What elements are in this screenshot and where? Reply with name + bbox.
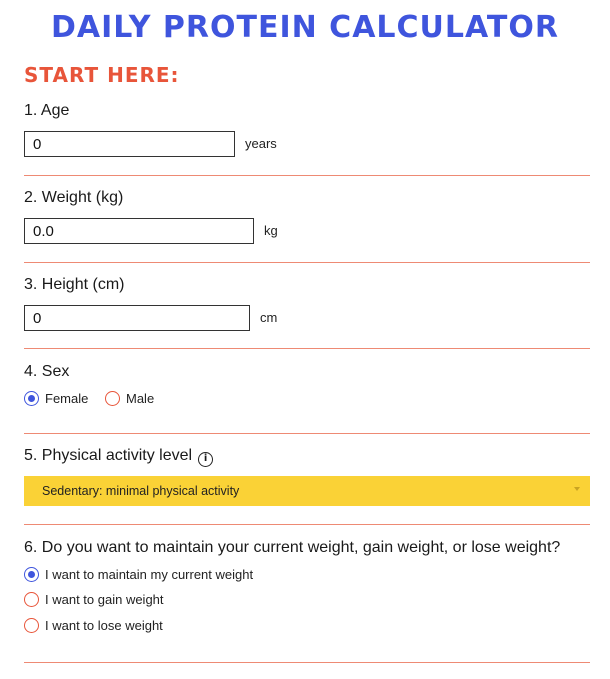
goal-lose-radio[interactable] — [24, 618, 163, 633]
weight-unit: kg — [264, 223, 278, 238]
sex-female-label: Female — [45, 391, 89, 406]
age-label: 1. Age — [24, 102, 70, 119]
radio-selected-icon[interactable] — [24, 391, 39, 406]
height-label: 3. Height (cm) — [24, 276, 125, 293]
sex-female-radio[interactable] — [24, 391, 88, 406]
divider — [24, 662, 590, 663]
divider — [24, 348, 590, 349]
activity-label-text: 5. Physical activity level — [24, 447, 193, 464]
sex-label: 4. Sex — [24, 363, 70, 380]
goal-lose-label: I want to lose weight — [45, 618, 163, 633]
sex-male-radio[interactable] — [105, 391, 154, 406]
goal-label: 6. Do you want to maintain your current weight, gain weight, or lose weight? — [24, 539, 561, 556]
activity-level-select[interactable] — [24, 476, 590, 506]
goal-gain-radio[interactable] — [24, 592, 164, 607]
radio-unselected-icon[interactable] — [24, 592, 39, 607]
page-title: DAILY PROTEIN CALCULATOR — [51, 10, 559, 45]
chevron-down-icon — [574, 487, 580, 491]
goal-maintain-radio[interactable] — [24, 567, 253, 582]
age-unit: years — [245, 136, 277, 151]
weight-input[interactable] — [24, 218, 254, 244]
divider — [24, 433, 590, 434]
activity-selected-value: Sedentary: minimal physical activity — [42, 484, 240, 498]
radio-selected-icon[interactable] — [24, 567, 39, 582]
sex-male-label: Male — [126, 391, 155, 406]
divider — [24, 175, 590, 176]
activity-label — [24, 447, 213, 467]
age-input[interactable] — [24, 131, 235, 157]
start-here-heading: START HERE: — [24, 63, 180, 87]
weight-label: 2. Weight (kg) — [24, 189, 124, 206]
goal-maintain-label: I want to maintain my current weight — [45, 567, 254, 582]
radio-unselected-icon[interactable] — [105, 391, 120, 406]
divider — [24, 262, 590, 263]
goal-gain-label: I want to gain weight — [45, 592, 164, 607]
info-icon[interactable]: i — [198, 452, 213, 467]
height-input[interactable] — [24, 305, 250, 331]
radio-unselected-icon[interactable] — [24, 618, 39, 633]
height-unit: cm — [260, 310, 278, 325]
divider — [24, 524, 590, 525]
